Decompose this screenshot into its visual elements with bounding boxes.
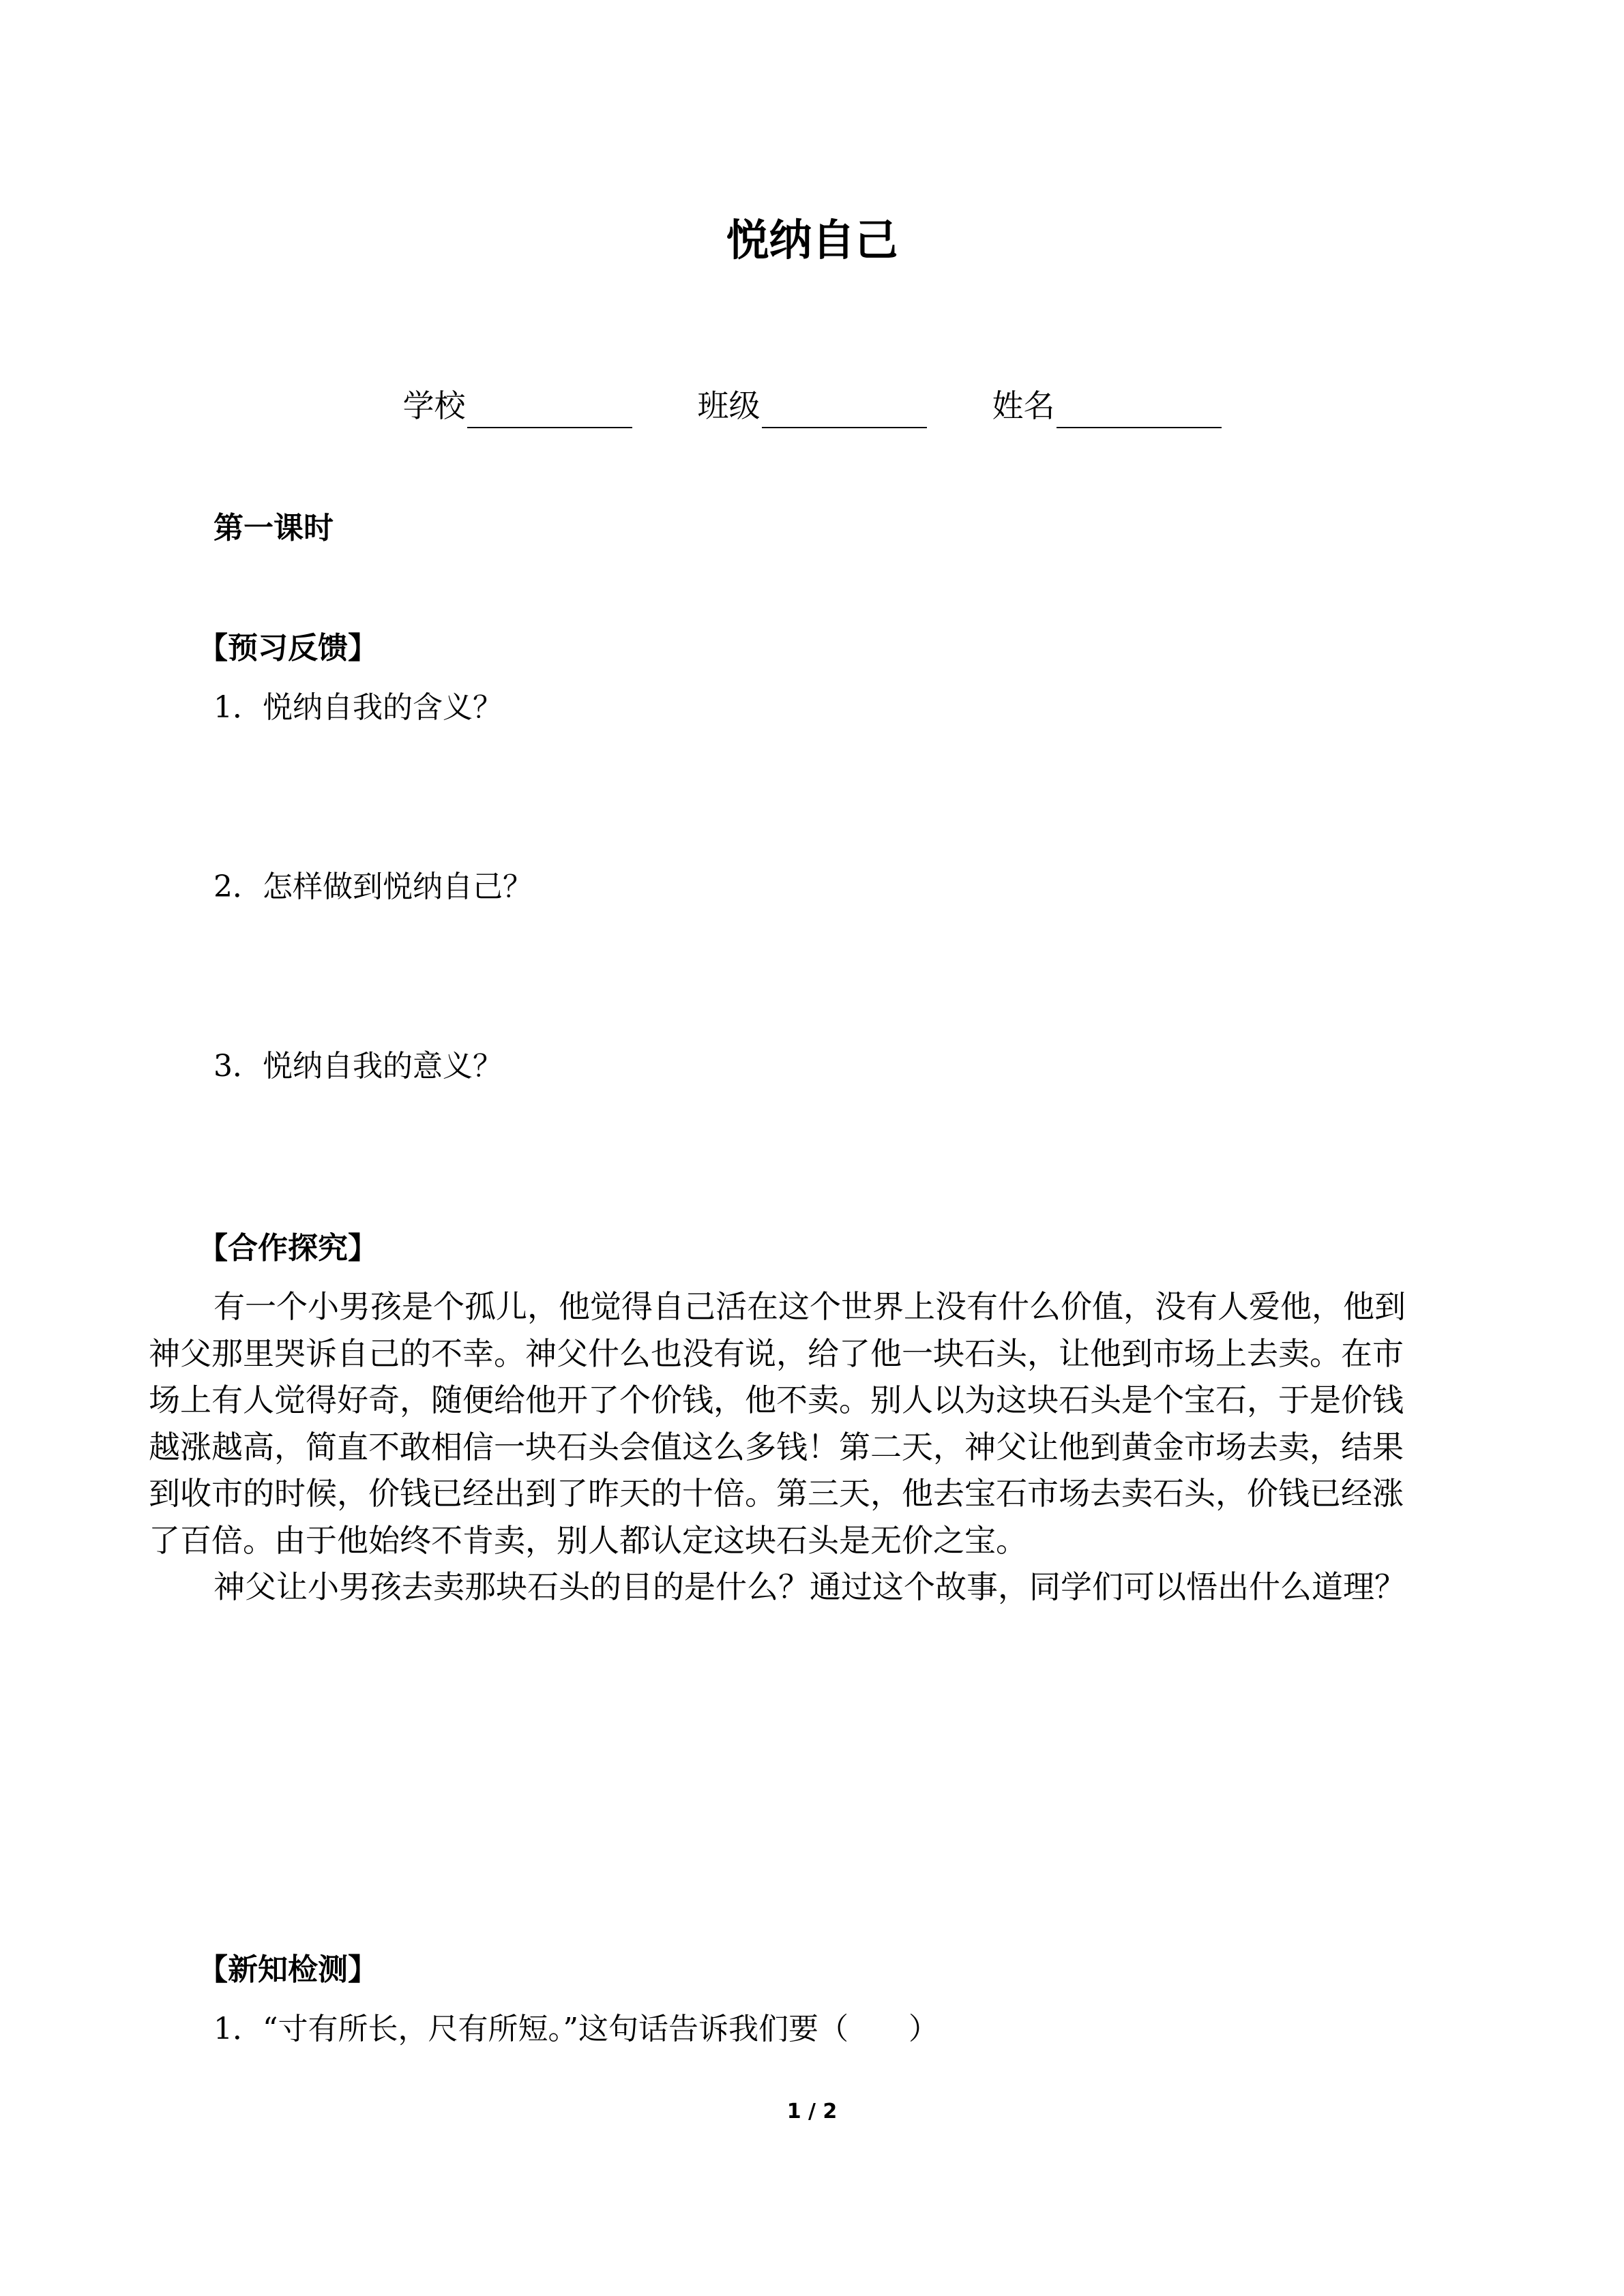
story-line-3: 场上有人觉得好奇，随便给他开了个价钱，他不卖。别人以为这块石头是个宝石，于是价钱 [149,1382,1404,1418]
story-line-2: 神父那里哭诉自己的不幸。神父什么也没有说，给了他一块石头，让他到市场上去卖。在市 [149,1335,1404,1372]
school-field [403,383,632,428]
class-label: 班级 [697,387,761,424]
preview-question-2: 2．怎样做到悦纳自己？ [213,869,533,904]
school-label: 学校 [402,387,466,424]
name-field [992,383,1222,428]
story-line-6: 了百倍。由于他始终不肯卖，别人都认定这块石头是无价之宝。 [149,1521,1027,1559]
school-blank [467,393,632,428]
student-info-row [0,383,1624,428]
story-line-5: 到收市的时候，价钱已经出到了昨天的十倍。第三天，他去宝石市场去卖石头，价钱已经涨 [149,1475,1404,1512]
class-field [698,383,927,428]
check-heading: 【新知检测】 [198,1952,378,1987]
preview-question-3: 3．悦纳自我的意义？ [213,1049,503,1084]
story-line-4: 越涨越高，简直不敢相信一块石头会值这么多钱！第二天，神父让他到黄金市场去卖，结果 [149,1428,1404,1465]
page-number: 1 / 2 [786,2100,838,2123]
class-blank [762,393,927,428]
name-label: 姓名 [992,387,1055,424]
story-line-1: 有一个小男孩是个孤儿，他觉得自己活在这个世界上没有什么价值，没有人爱他，他到 [213,1288,1406,1325]
lesson-label: 第一课时 [213,511,334,546]
check-question-1: 1．“寸有所长，尺有所短。”这句话告诉我们要（ ） [213,2012,939,2046]
name-blank [1057,393,1222,428]
preview-question-1: 1．悦纳自我的含义？ [213,690,503,725]
preview-heading: 【预习反馈】 [198,631,378,666]
story-question: 神父让小男孩去卖那块石头的目的是什么？通过这个故事，同学们可以悟出什么道理？ [213,1568,1406,1605]
page-title: 悦纳自己 [726,215,898,265]
cooperation-heading: 【合作探究】 [198,1231,378,1266]
